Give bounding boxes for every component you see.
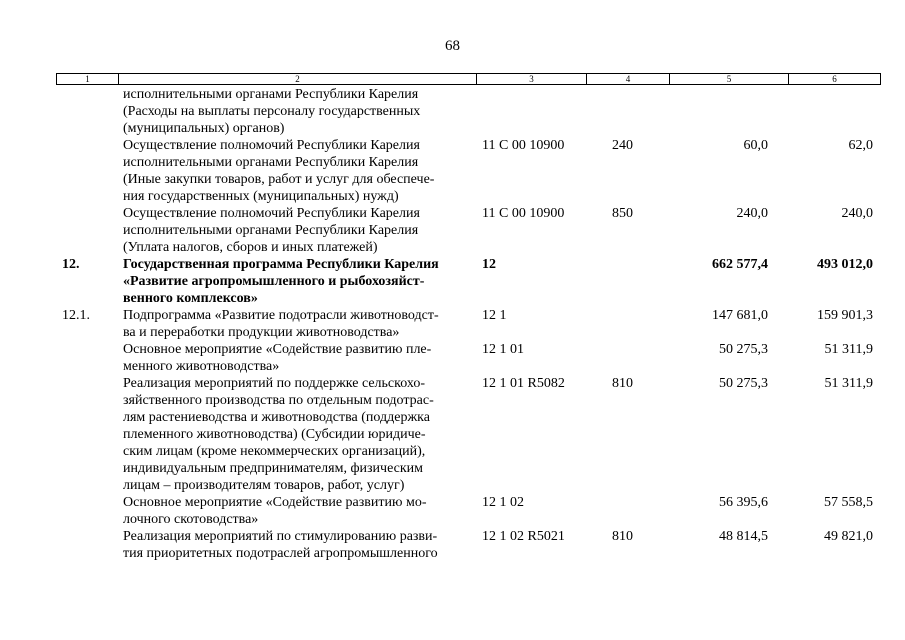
row-value-col5: 662 577,4 (712, 257, 768, 272)
row-name: Осуществление полномочий Республики Карелия исполнительными органами Республики Карелия (Иные закупки товаров, работ и услуг для обеспече- ния государственных (муниципальных) нужд) (123, 138, 435, 204)
row-code: 11 С 00 10900 (482, 138, 565, 153)
header-col-2: 2 (118, 74, 476, 84)
row-code: 12 1 01 R5082 (482, 376, 565, 391)
row-expense-type: 850 (612, 206, 633, 221)
row-value-col6: 493 012,0 (817, 257, 873, 272)
row-value-col5: 50 275,3 (719, 342, 768, 357)
row-name: Государственная программа Республики Карелия «Развитие агропромышленного и рыбохозяйст- венного комплексов» (123, 257, 439, 306)
table-row (0, 137, 905, 205)
header-col-4: 4 (586, 74, 669, 84)
table-row (0, 86, 905, 137)
table-row (0, 341, 905, 375)
row-value-col6: 240,0 (841, 206, 873, 221)
row-value-col5: 60,0 (743, 138, 768, 153)
row-value-col5: 240,0 (736, 206, 768, 221)
row-name: Осуществление полномочий Республики Карелия исполнительными органами Республики Карелия (Уплата налогов, сборов и иных платежей) (123, 206, 420, 255)
page-number: 68 (445, 38, 460, 54)
table-row (0, 307, 905, 341)
table-header-row (56, 73, 881, 85)
row-expense-type: 240 (612, 138, 633, 153)
row-value-col6: 159 901,3 (817, 308, 873, 323)
row-code: 12 1 02 (482, 495, 524, 510)
table-row (0, 494, 905, 528)
row-value-col5: 56 395,6 (719, 495, 768, 510)
row-name: Подпрограмма «Развитие подотрасли животноводст- ва и переработки продукции животноводства» (123, 308, 439, 340)
row-code: 12 1 02 R5021 (482, 529, 565, 544)
row-value-col5: 50 275,3 (719, 376, 768, 391)
table-row (0, 528, 905, 562)
row-name: исполнительными органами Республики Карелия (Расходы на выплаты персоналу государственных (муниципальных) органов) (123, 87, 421, 136)
header-col-3: 3 (476, 74, 586, 84)
row-code: 11 С 00 10900 (482, 206, 565, 221)
row-code: 12 1 (482, 308, 507, 323)
row-value-col5: 48 814,5 (719, 529, 768, 544)
row-name: Основное мероприятие «Содействие развитию пле- менного животноводства» (123, 342, 432, 374)
row-name: Реализация мероприятий по стимулированию разви- тия приоритетных подотраслей агропромышленного (123, 529, 438, 561)
table-row (0, 256, 905, 307)
header-col-1: 1 (85, 74, 90, 84)
row-expense-type: 810 (612, 376, 633, 391)
row-value-col5: 147 681,0 (712, 308, 768, 323)
header-col-6: 6 (788, 74, 880, 84)
header-col-5: 5 (669, 74, 788, 84)
row-number: 12.1. (62, 308, 90, 323)
row-name: Реализация мероприятий по поддержке сельскохо- зяйственного производства по отдельным подотрас- лям растениеводства и животноводства (поддержка племенного животноводства) (Субсидии юридиче- ским лицам (кроме некоммерческих организаций), индивидуальным предпринимателям, физическим лицам – производителям товаров, работ, услуг) (123, 376, 434, 493)
row-value-col6: 49 821,0 (824, 529, 873, 544)
row-value-col6: 51 311,9 (824, 342, 873, 357)
row-name: Основное мероприятие «Содействие развитию мо- лочного скотоводства» (123, 495, 427, 527)
row-number: 12. (62, 257, 80, 272)
table-row (0, 375, 905, 494)
row-code: 12 (482, 257, 496, 272)
row-value-col6: 57 558,5 (824, 495, 873, 510)
row-value-col6: 62,0 (848, 138, 873, 153)
table-row (0, 205, 905, 256)
row-code: 12 1 01 (482, 342, 524, 357)
row-value-col6: 51 311,9 (824, 376, 873, 391)
row-expense-type: 810 (612, 529, 633, 544)
table-body (0, 86, 905, 562)
